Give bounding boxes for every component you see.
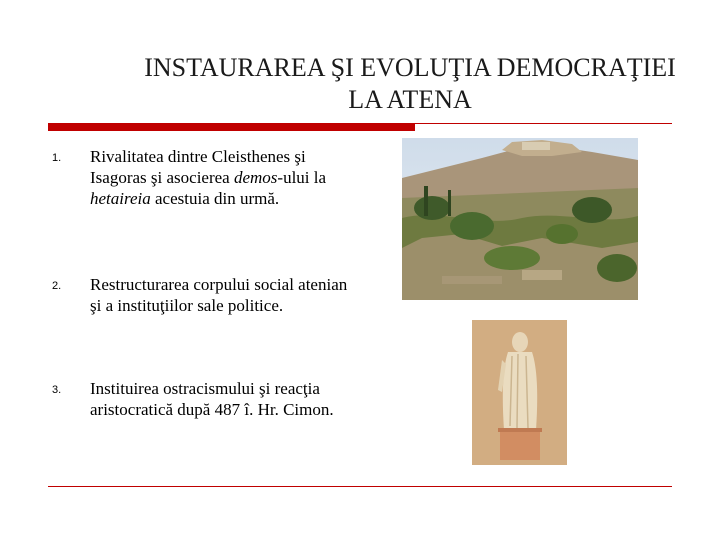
list-number: 3. — [52, 384, 62, 396]
list-item-text: Rivalitatea dintre Cleisthenes şi Isagoras şi asocierea demos-ului la hetaireia acestuia din urmă. — [90, 147, 327, 208]
acropolis-photo — [402, 138, 638, 300]
statue-photo — [472, 320, 567, 465]
list-item-text: Restructurarea corpului social atenian şi a instituţiilor sale politice. — [90, 275, 348, 315]
slide-title — [40, 52, 720, 116]
footer-divider — [48, 486, 672, 487]
title-divider-thick — [48, 124, 415, 131]
list-number: 2. — [52, 280, 62, 292]
title-line-2: LA ATENA — [348, 85, 472, 114]
list-number: 1. — [52, 152, 62, 164]
title-line-1: INSTAURAREA ŞI EVOLUŢIA DEMOCRAŢIEI — [144, 53, 676, 82]
list-item-text: Instituirea ostracismului şi reacţia aristocratică după 487 î. Hr. Cimon. — [90, 379, 334, 419]
